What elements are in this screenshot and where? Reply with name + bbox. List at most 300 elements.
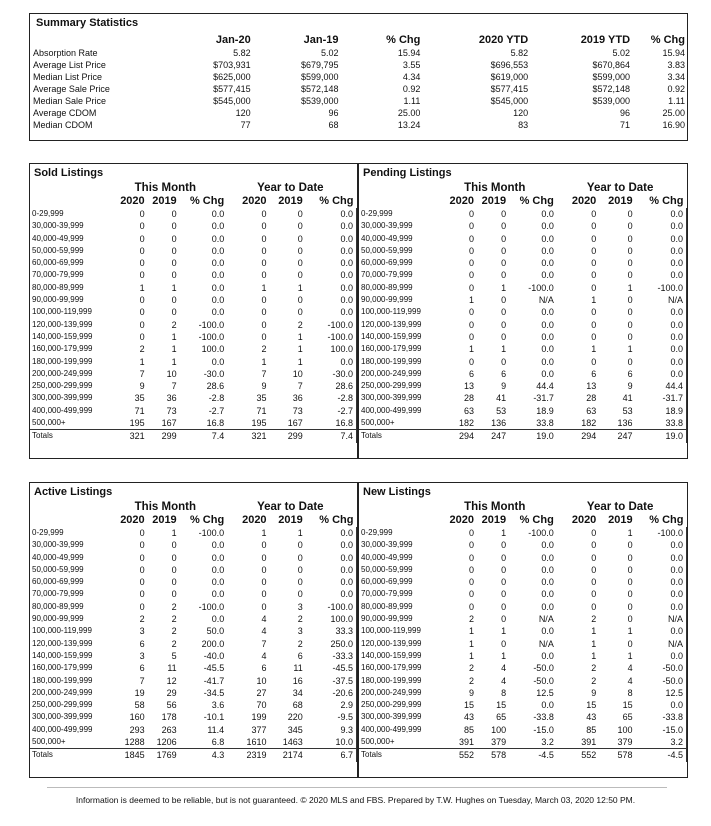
data-cell: 35 [256, 393, 267, 404]
data-cell: 0.0 [211, 258, 225, 269]
data-cell: 0.0 [211, 577, 225, 588]
data-cell: 0.0 [211, 307, 225, 318]
data-cell: 1845 [106, 749, 144, 762]
summary-row [30, 47, 685, 59]
summary-cell: $577,415 [213, 84, 251, 94]
data-cell: 0 [627, 307, 633, 318]
price-range-row [30, 552, 357, 564]
price-range-label: 0-29,999 [361, 209, 393, 218]
data-cell: 0.0 [303, 539, 357, 551]
data-cell: 0.0 [633, 343, 687, 355]
data-cell: 0 [171, 209, 177, 219]
data-cell: 0 [139, 528, 145, 538]
summary-cell: $539,000 [300, 96, 339, 106]
price-range-row [359, 699, 687, 711]
price-range-label: 120,000-139,999 [361, 638, 422, 648]
summary-cell: 5.02 [321, 48, 339, 58]
price-range-row [359, 343, 687, 355]
data-cell: -100.0 [198, 331, 225, 342]
data-cell: 0.0 [633, 539, 687, 551]
new-group-header [359, 500, 687, 514]
data-cell: 9.3 [303, 724, 357, 736]
data-cell: 0.0 [211, 245, 225, 256]
data-cell: 0.0 [303, 282, 357, 294]
summary-cell: 83 [518, 120, 529, 130]
sold-table [30, 181, 357, 443]
summary-cell: $545,000 [490, 96, 529, 106]
summary-row [30, 95, 685, 107]
data-cell: 0 [297, 221, 303, 232]
sold-column-header [30, 195, 357, 208]
column-header: 2019 [481, 195, 507, 207]
data-cell: 0 [297, 295, 303, 306]
data-cell: 0 [261, 540, 267, 551]
data-cell: 294 [436, 430, 474, 443]
price-range-row [359, 233, 687, 245]
price-range-row [30, 405, 357, 417]
data-cell: 0 [469, 245, 475, 256]
price-range-label: 140,000-159,999 [32, 331, 93, 341]
price-range-label: 60,000-69,999 [32, 258, 84, 268]
data-cell: 63 [464, 405, 475, 416]
data-cell: -31.7 [633, 392, 687, 404]
data-cell: 0.0 [633, 257, 687, 269]
data-cell: 56 [166, 700, 177, 711]
summary-col-header: 2020 YTD [478, 34, 529, 46]
data-cell: 1 [591, 344, 597, 355]
data-cell: 36 [292, 393, 303, 404]
active-column-header [30, 514, 357, 527]
data-cell: 0 [591, 564, 597, 575]
price-range-row [30, 233, 357, 245]
data-cell: 0 [501, 601, 507, 612]
data-cell: 2 [591, 614, 597, 625]
data-cell: 7 [297, 381, 303, 392]
data-cell: 0 [171, 577, 177, 588]
price-range-row [359, 319, 687, 331]
data-cell: 552 [554, 749, 596, 762]
price-range-row [359, 613, 687, 625]
data-cell: 50.0 [206, 626, 225, 637]
column-header: % Chg [319, 514, 354, 526]
data-cell: 0 [139, 270, 145, 281]
data-cell: 0.0 [303, 552, 357, 564]
column-header: 2019 [608, 195, 633, 207]
data-cell: 68 [292, 700, 303, 711]
summary-col-header: % Chg [386, 34, 421, 46]
data-cell: -34.5 [203, 687, 225, 698]
data-cell: 0 [591, 282, 597, 293]
data-cell: 0 [469, 221, 475, 232]
column-header: 2019 [608, 514, 633, 526]
year-to-date-header: Year to Date [257, 182, 324, 194]
data-cell: 70 [256, 700, 267, 711]
price-range-label: 160,000-179,999 [361, 344, 422, 354]
data-cell: 9 [469, 687, 475, 698]
price-range-row [30, 306, 357, 318]
this-month-header: This Month [134, 501, 196, 513]
data-cell: 1 [469, 295, 475, 306]
column-header: 2020 [242, 195, 267, 207]
data-cell: 0 [469, 282, 475, 293]
price-range-label: 0-29,999 [32, 209, 64, 218]
column-header: % Chg [649, 195, 684, 207]
data-cell: 65 [496, 712, 507, 723]
data-cell: 0 [261, 319, 267, 330]
data-cell: 1 [501, 282, 507, 293]
data-cell: -9.5 [303, 711, 357, 723]
summary-cell: 68 [328, 120, 339, 130]
data-cell: 0 [501, 331, 507, 342]
data-cell: N/A [538, 638, 554, 649]
summary-cell: 1.11 [403, 96, 421, 106]
data-cell: 1206 [156, 737, 177, 748]
active-listings-panel [29, 482, 358, 778]
data-cell: 0.0 [633, 601, 687, 613]
summary-row [30, 71, 685, 83]
data-cell: 0.0 [541, 233, 554, 244]
price-range-row [30, 368, 357, 380]
data-cell: 0 [261, 258, 267, 269]
data-cell: 0.0 [541, 552, 554, 563]
data-cell: 11.4 [207, 724, 225, 735]
pending-column-header [359, 195, 687, 208]
data-cell: 178 [161, 712, 177, 723]
price-range-label: 40,000-49,999 [361, 552, 413, 562]
pending-title: Pending Listings [363, 167, 452, 179]
data-cell: 16.8 [206, 418, 225, 429]
summary-cell: 3.83 [667, 60, 685, 70]
price-range-label: Totals [359, 749, 436, 762]
data-cell: 0.0 [211, 589, 225, 600]
data-cell: 0 [469, 307, 475, 318]
summary-cell: 5.02 [612, 48, 631, 58]
data-cell: 0.0 [633, 576, 687, 588]
price-range-row [359, 588, 687, 600]
data-cell: 0.0 [211, 233, 225, 244]
price-range-row [359, 380, 687, 392]
data-cell: 4.3 [177, 749, 225, 762]
price-range-label: 40,000-49,999 [32, 233, 84, 243]
data-cell: 11 [167, 663, 177, 674]
data-cell: N/A [633, 613, 687, 625]
price-range-row [30, 613, 357, 625]
data-cell: 0 [139, 577, 145, 588]
column-header: % Chg [519, 514, 554, 526]
data-cell: 2 [297, 319, 303, 330]
data-cell: -100.0 [528, 282, 554, 293]
price-range-row [359, 392, 687, 404]
data-cell: 6.7 [303, 749, 357, 762]
year-spacer [359, 514, 436, 527]
data-cell: 6 [297, 650, 303, 661]
data-cell: 0 [261, 221, 267, 232]
data-cell: 1 [297, 331, 303, 342]
data-cell: 0 [501, 577, 507, 588]
group-spacer [30, 181, 106, 195]
this-month-header: This Month [464, 501, 526, 513]
data-cell: 0.0 [303, 269, 357, 281]
price-range-label: 160,000-179,999 [361, 663, 422, 673]
data-cell: 0 [171, 307, 177, 318]
summary-cell: 120 [235, 108, 251, 118]
data-cell: 0 [469, 540, 475, 551]
data-cell: 0 [627, 601, 633, 612]
summary-statistics-panel [29, 13, 688, 141]
price-range-label: 80,000-89,999 [361, 282, 413, 292]
price-range-row [359, 527, 687, 539]
price-range-row [30, 356, 357, 368]
new-table [359, 500, 687, 762]
data-cell: 0 [591, 540, 597, 551]
data-cell: 10 [256, 675, 267, 686]
data-cell: 0.0 [541, 245, 554, 256]
price-range-row [30, 245, 357, 257]
data-cell: 250.0 [303, 638, 357, 650]
data-cell: 0.0 [303, 576, 357, 588]
data-cell: 1 [469, 638, 475, 649]
data-cell: 391 [581, 737, 597, 748]
data-cell: 0 [297, 307, 303, 318]
data-cell: 0 [297, 540, 303, 551]
data-cell: -15.0 [633, 724, 687, 736]
data-cell: 2 [139, 614, 145, 625]
summary-cell: $703,931 [213, 60, 251, 70]
price-range-label: 0-29,999 [32, 528, 64, 537]
price-range-row [359, 687, 687, 699]
data-cell: 0 [501, 270, 507, 281]
data-cell: 2 [171, 614, 177, 625]
new-column-header [359, 514, 687, 527]
data-cell: -50.0 [533, 675, 554, 686]
summary-col-header: Jan-20 [215, 34, 251, 46]
data-cell: 182 [459, 418, 475, 429]
price-range-label: 500,000+ [361, 737, 395, 747]
data-cell: 6 [469, 368, 475, 379]
price-range-label: 50,000-59,999 [32, 564, 84, 574]
data-cell: 0 [627, 221, 633, 232]
price-range-label: 80,000-89,999 [361, 601, 413, 611]
price-range-label: 90,000-99,999 [32, 614, 84, 624]
price-range-label: 80,000-89,999 [32, 601, 84, 611]
price-range-row [30, 208, 357, 220]
data-cell: 1 [627, 528, 633, 538]
data-cell: 263 [161, 724, 177, 735]
data-cell: 0 [261, 552, 267, 563]
data-cell: 345 [287, 724, 303, 735]
column-header: 2019 [152, 514, 177, 526]
data-cell: 1 [171, 331, 177, 342]
price-range-label: 30,000-39,999 [361, 221, 413, 231]
data-cell: 2 [297, 638, 303, 649]
data-cell: 73 [166, 405, 177, 416]
year-spacer [30, 195, 106, 208]
price-range-row [30, 282, 357, 294]
new-listings-panel [358, 482, 688, 778]
data-cell: 0.0 [541, 589, 554, 600]
data-cell: 1 [261, 282, 267, 293]
price-range-label: 90,000-99,999 [361, 614, 413, 624]
data-cell: 0 [591, 233, 597, 244]
data-cell: 1 [627, 650, 633, 661]
data-cell: -41.7 [203, 675, 225, 686]
data-cell: 10.0 [303, 736, 357, 749]
data-cell: 1 [297, 356, 303, 367]
data-cell: 0 [139, 258, 145, 269]
data-cell: 0 [501, 589, 507, 600]
summary-col-header: 2019 YTD [580, 34, 631, 46]
data-cell: 7 [261, 368, 267, 379]
pending-table [359, 181, 687, 443]
data-cell: 100 [491, 724, 507, 735]
data-cell: 13 [464, 381, 475, 392]
data-cell: 3 [139, 626, 145, 637]
data-cell: -31.7 [533, 393, 554, 404]
data-cell: 2 [297, 614, 303, 625]
price-range-row [359, 245, 687, 257]
data-cell: 3.2 [633, 736, 687, 749]
price-range-label: 180,000-199,999 [361, 356, 422, 366]
this-month-header: This Month [464, 182, 526, 194]
price-range-row [359, 294, 687, 306]
group-spacer [30, 500, 106, 514]
data-cell: 0.0 [541, 540, 554, 551]
data-cell: 0.0 [303, 257, 357, 269]
price-range-row [359, 306, 687, 318]
summary-cell: $572,148 [592, 84, 631, 94]
data-cell: 136 [617, 418, 633, 429]
summary-row-label: Median CDOM [33, 120, 93, 130]
data-cell: 0.0 [633, 564, 687, 576]
data-cell: 0 [591, 307, 597, 318]
data-cell: 2174 [267, 749, 303, 762]
price-range-label: Totals [359, 430, 436, 443]
data-cell: 0 [171, 245, 177, 256]
data-cell: 1610 [246, 737, 267, 748]
price-range-row [359, 282, 687, 294]
data-cell: 44.4 [536, 381, 554, 392]
this-month-header: This Month [134, 182, 196, 194]
data-cell: 4 [261, 614, 267, 625]
data-cell: -100.0 [633, 282, 687, 294]
data-cell: 3 [139, 650, 145, 661]
data-cell: -2.8 [303, 392, 357, 404]
data-cell: 1288 [124, 737, 145, 748]
price-range-label: 180,000-199,999 [32, 356, 93, 366]
data-cell: 71 [256, 405, 267, 416]
data-cell: -100.0 [198, 601, 225, 612]
data-cell: 0.0 [303, 245, 357, 257]
data-cell: 391 [459, 737, 475, 748]
data-cell: -100.0 [528, 528, 554, 538]
data-cell: 0 [501, 564, 507, 575]
price-range-label: Totals [30, 430, 106, 443]
data-cell: 1 [171, 344, 177, 355]
totals-row [359, 430, 687, 443]
data-cell: 9 [501, 381, 507, 392]
data-cell: N/A [538, 614, 554, 625]
data-cell: 7 [139, 368, 145, 379]
data-cell: 6 [261, 663, 267, 674]
price-range-label: 120,000-139,999 [32, 638, 93, 648]
price-range-row [30, 564, 357, 576]
data-cell: 28.6 [303, 380, 357, 392]
data-cell: 0 [591, 270, 597, 281]
data-cell: 2 [469, 675, 475, 686]
data-cell: 0 [297, 589, 303, 600]
price-range-label: 300,000-399,999 [361, 712, 422, 722]
data-cell: 0 [501, 209, 507, 219]
data-cell: 379 [617, 737, 633, 748]
data-cell: 0 [469, 319, 475, 330]
data-cell: 0.0 [633, 368, 687, 380]
data-cell: 0.0 [541, 601, 554, 612]
data-cell: 0 [627, 270, 633, 281]
data-cell: 6 [627, 368, 633, 379]
data-cell: 0.0 [303, 564, 357, 576]
data-cell: -45.5 [203, 663, 225, 674]
data-cell: 0.0 [633, 331, 687, 343]
column-header: 2020 [242, 514, 267, 526]
data-cell: N/A [633, 294, 687, 306]
data-cell: 0 [469, 270, 475, 281]
data-cell: 0 [501, 614, 507, 625]
price-range-label: 100,000-119,999 [32, 307, 92, 317]
data-cell: 0.0 [211, 614, 225, 625]
data-cell: 0.0 [541, 344, 554, 355]
data-cell: -100.0 [198, 319, 225, 330]
data-cell: 15 [622, 700, 633, 711]
data-cell: 0 [627, 258, 633, 269]
data-cell: 0 [469, 258, 475, 269]
data-cell: 1 [469, 344, 475, 355]
price-range-row [359, 356, 687, 368]
data-cell: -100.0 [303, 319, 357, 331]
sold-listings-panel [29, 163, 358, 459]
data-cell: 0 [297, 564, 303, 575]
active-title: Active Listings [34, 486, 113, 498]
data-cell: 0.0 [211, 209, 225, 219]
data-cell: 0.0 [633, 588, 687, 600]
data-cell: 13 [586, 381, 597, 392]
data-cell: 0 [469, 564, 475, 575]
price-range-label: 500,000+ [32, 418, 66, 428]
summary-cell: 71 [620, 120, 631, 130]
summary-cell: $572,148 [300, 84, 339, 94]
price-range-row [30, 331, 357, 343]
data-cell: 43 [464, 712, 475, 723]
year-spacer [30, 514, 106, 527]
data-cell: 2 [171, 638, 177, 649]
summary-corner [30, 33, 193, 47]
summary-cell: $599,000 [300, 72, 339, 82]
data-cell: 0 [501, 356, 507, 367]
data-cell: 7.4 [303, 430, 357, 443]
data-cell: -40.0 [203, 650, 225, 661]
data-cell: 321 [106, 430, 144, 443]
data-cell: 1 [591, 638, 597, 649]
data-cell: 160 [129, 712, 145, 723]
data-cell: 41 [622, 393, 633, 404]
data-cell: 8 [627, 687, 633, 698]
summary-col-header: % Chg [650, 34, 685, 46]
price-range-label: 400,000-499,999 [32, 405, 93, 415]
data-cell: 0 [171, 540, 177, 551]
totals-row [359, 749, 687, 762]
summary-cell: 3.55 [402, 60, 421, 70]
data-cell: 0.0 [541, 700, 554, 711]
data-cell: 4 [501, 675, 507, 686]
